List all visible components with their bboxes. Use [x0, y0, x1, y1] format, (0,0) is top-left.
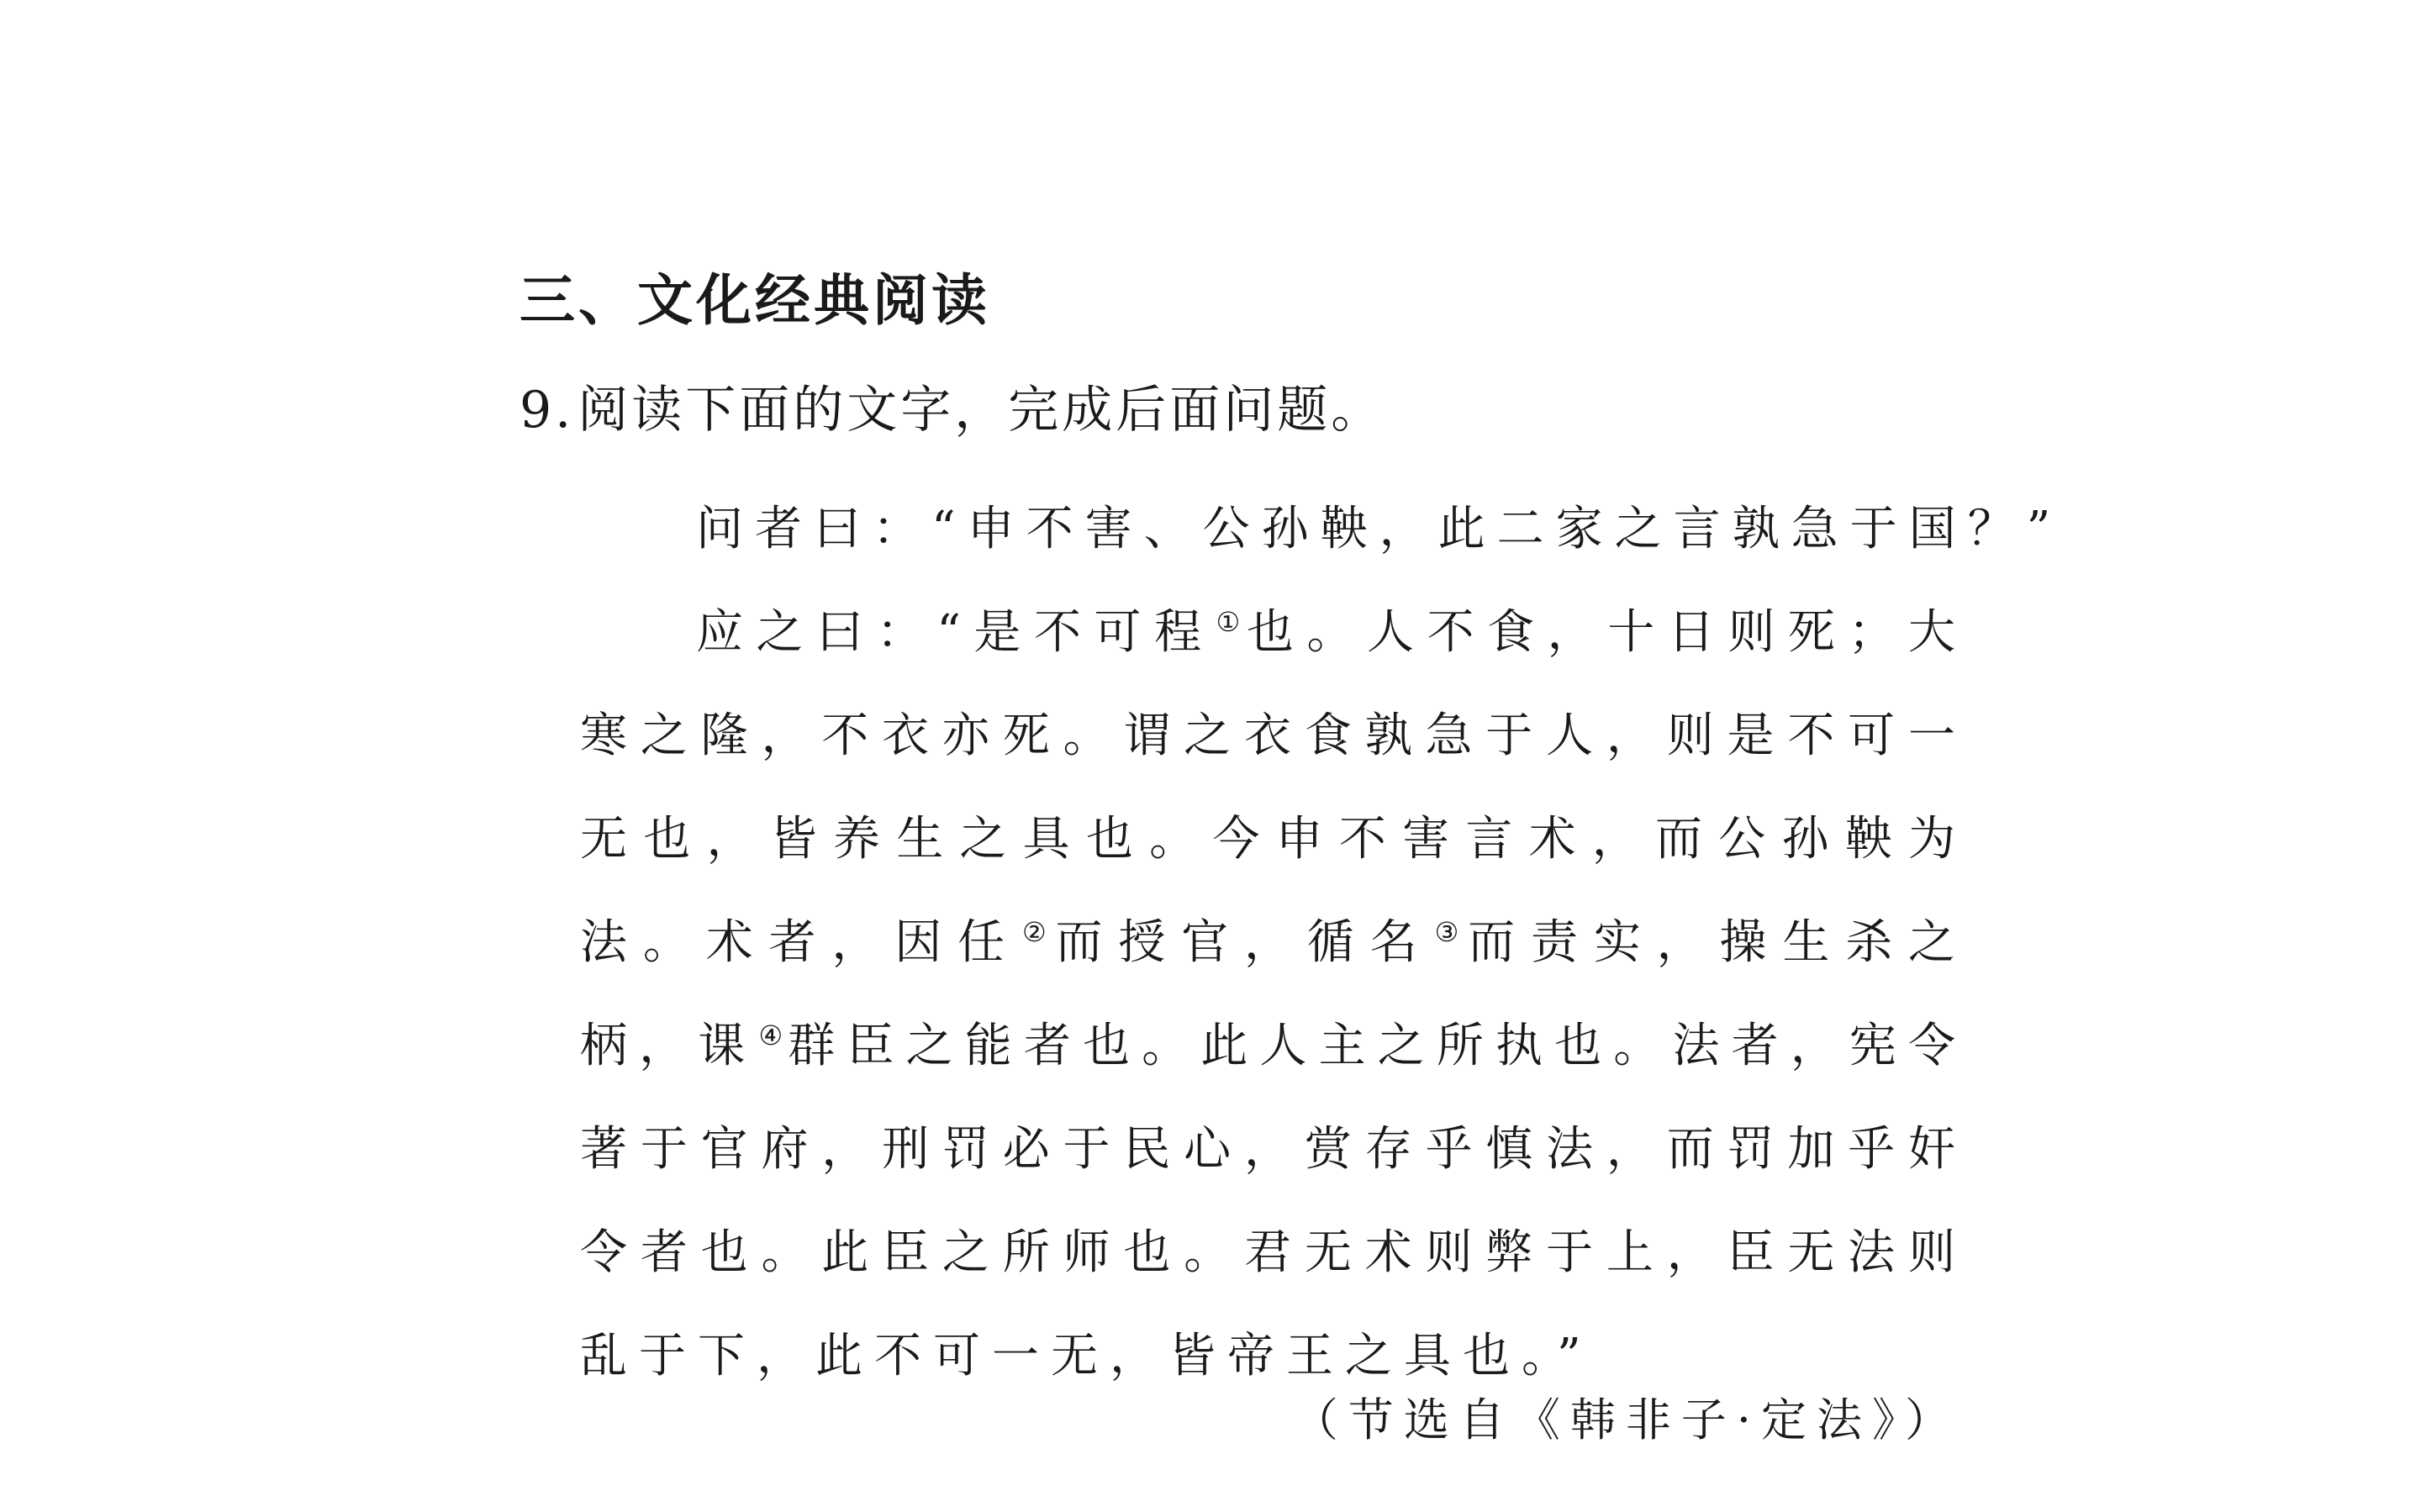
- passage-text-segment: 群臣之能者也。此人主之所执也。法者，宪令著于官府，刑罚必于民心，赏存乎慎法，而罚加乎奸令者也。此臣之所师也。君无术则弊于上，臣无法则乱于下，此不可一无，皆帝王之具也。”: [580, 1019, 1968, 1383]
- question-number: 9.: [520, 381, 575, 440]
- footnote-marker-3: ③: [1434, 916, 1464, 949]
- footnote-marker-2: ②: [1021, 916, 1051, 949]
- passage-text-segment: 而责实，操生杀之柄，课: [580, 915, 1968, 1073]
- source-citation: （节选自《韩非子·定法》）: [1292, 1393, 1960, 1446]
- passage-text-segment: 而授官，循名: [1055, 915, 1433, 970]
- section-title: 三、文化经典阅读: [520, 268, 990, 333]
- footnote-marker-1: ①: [1216, 606, 1242, 639]
- question-prompt: [520, 377, 1385, 444]
- passage-paragraph-2: [580, 581, 1967, 1408]
- passage-paragraph-1: 问者曰：“申不害、公孙鞅，此二家之言孰急于国？”: [696, 502, 2063, 556]
- classical-passage: [580, 477, 2063, 1408]
- footnote-marker-4: ④: [758, 1019, 783, 1052]
- question-text: 阅读下面的文字，完成后面问题。: [578, 381, 1385, 440]
- passage-text-segment: 应之曰：“是不可程: [696, 605, 1215, 660]
- passage-text-segment: 也。人不食，十日则死；大寒之隆，不衣亦死。谓之衣食孰急于人，则是不可一无也，皆养生之具也。今申不害言术，而公孙鞅为法。术者，因任: [580, 605, 1968, 970]
